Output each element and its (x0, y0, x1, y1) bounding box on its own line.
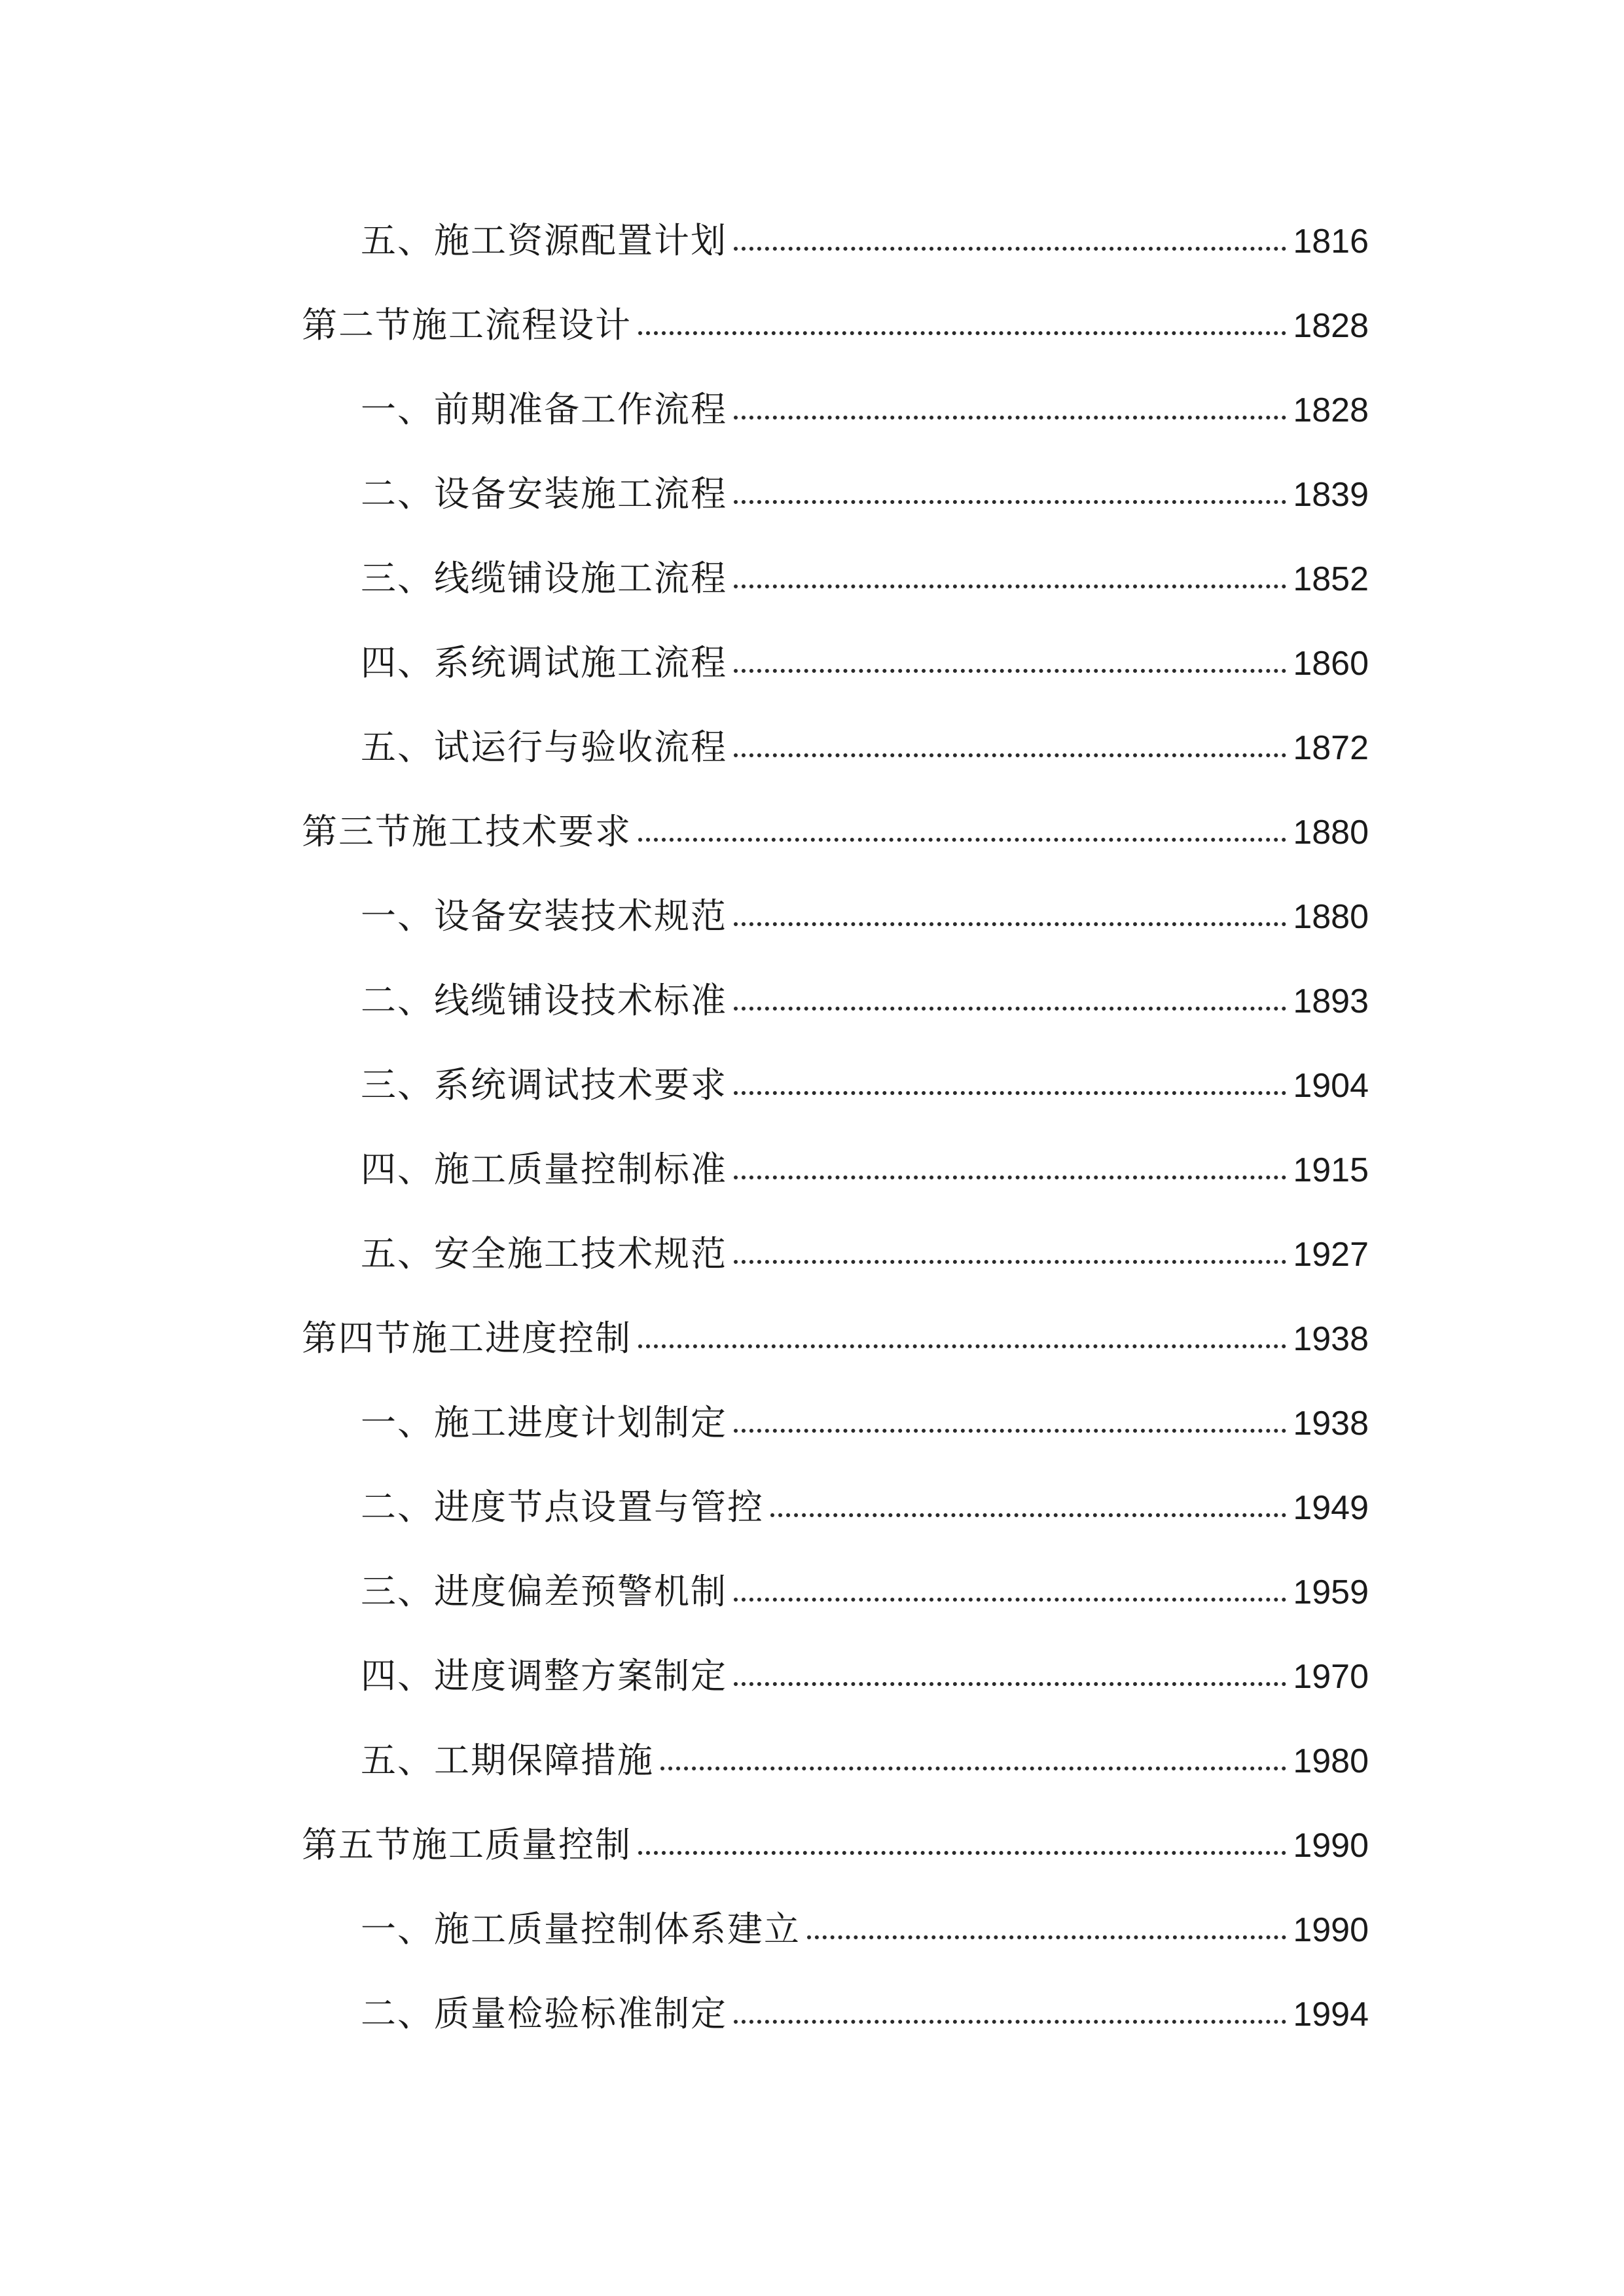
toc-dot-leader (734, 1007, 1286, 1011)
toc-entry-page: 1893 (1293, 982, 1369, 1020)
toc-entry-title: 第四节施工进度控制 (302, 1318, 632, 1359)
toc-entry-page: 1828 (1293, 391, 1369, 429)
toc-dot-leader (734, 247, 1286, 251)
toc-entry-page: 1872 (1293, 729, 1369, 767)
toc-entry-title: 三、进度偏差预警机制 (361, 1571, 727, 1612)
toc-dot-leader (734, 669, 1286, 673)
toc-entry-page: 1938 (1293, 1320, 1369, 1358)
toc-entry[interactable] (361, 1895, 1369, 1950)
toc-entry-page: 1938 (1293, 1405, 1369, 1443)
toc-entry[interactable] (302, 291, 1369, 346)
toc-entry-page: 1852 (1293, 560, 1369, 598)
toc-entry-page: 1959 (1293, 1573, 1369, 1611)
toc-entry-title: 二、质量检验标准制定 (361, 1993, 727, 2034)
toc-entry[interactable] (302, 797, 1369, 850)
toc-entry[interactable] (361, 1726, 1369, 1781)
toc-entry-title: 二、设备安装施工流程 (361, 473, 727, 514)
toc-entry-page: 1994 (1293, 1996, 1369, 2034)
toc-entry[interactable] (361, 1641, 1369, 1694)
toc-dot-leader (734, 2020, 1286, 2024)
toc-entry-page: 1990 (1293, 1827, 1369, 1865)
toc-dot-leader (734, 416, 1286, 420)
toc-dot-leader (734, 1598, 1286, 1602)
toc-entry-title: 五、安全施工技术规范 (361, 1233, 727, 1274)
toc-dot-leader (734, 753, 1286, 757)
toc-entry-title: 三、系统调试技术要求 (361, 1064, 727, 1105)
toc-entry-page: 1880 (1293, 814, 1369, 852)
toc-entry[interactable] (361, 544, 1369, 599)
toc-entry-page: 1828 (1293, 307, 1369, 345)
toc-dot-leader (638, 331, 1286, 335)
toc-entry[interactable] (361, 1473, 1369, 1528)
toc-dot-leader (734, 1091, 1286, 1095)
toc-entry[interactable] (361, 713, 1369, 768)
toc-dot-leader (734, 1260, 1286, 1264)
toc-entry-page: 1980 (1293, 1742, 1369, 1780)
toc-dot-leader (638, 1344, 1286, 1348)
toc-dot-leader (734, 1429, 1286, 1433)
toc-entry-page: 1880 (1293, 898, 1369, 936)
toc-entry-title: 二、线缆铺设技术标准 (361, 980, 727, 1021)
toc-entry-title: 四、系统调试施工流程 (361, 642, 727, 683)
toc-entry[interactable] (361, 1979, 1369, 2032)
toc-entry-page: 1990 (1293, 1911, 1369, 1949)
toc-entry-title: 一、施工质量控制体系建立 (361, 1909, 801, 1950)
toc-dot-leader (770, 1513, 1286, 1517)
toc-entry-title: 一、前期准备工作流程 (361, 389, 727, 430)
toc-entry[interactable] (361, 628, 1369, 681)
toc-entry[interactable] (361, 1135, 1369, 1190)
toc-entry-title: 五、试运行与验收流程 (361, 726, 727, 768)
toc-entry-title: 五、工期保障措施 (361, 1740, 654, 1781)
toc-entry-title: 第五节施工质量控制 (302, 1824, 632, 1865)
toc-dot-leader (734, 500, 1286, 504)
toc-entry[interactable] (361, 1219, 1369, 1272)
toc-dot-leader (734, 922, 1286, 926)
toc-dot-leader (638, 838, 1286, 842)
toc-entry[interactable] (361, 966, 1369, 1021)
toc-dot-leader (734, 1682, 1286, 1686)
toc-entry-title: 一、施工进度计划制定 (361, 1402, 727, 1443)
toc-entry-page: 1839 (1293, 476, 1369, 514)
toc-dot-leader (734, 1175, 1286, 1179)
toc-entry[interactable] (361, 882, 1369, 937)
toc-entry[interactable] (302, 1810, 1369, 1863)
toc-entry-title: 第二节施工流程设计 (302, 304, 632, 346)
toc-entry[interactable] (361, 459, 1369, 512)
toc-dot-leader (638, 1851, 1286, 1855)
toc-entry-title: 一、设备安装技术规范 (361, 895, 727, 937)
toc-entry-title: 第三节施工技术要求 (302, 811, 632, 852)
toc-entry-title: 二、进度节点设置与管控 (361, 1486, 764, 1528)
toc-entry-page: 1927 (1293, 1236, 1369, 1274)
toc-entry-title: 四、施工质量控制标准 (361, 1149, 727, 1190)
toc-dot-leader (660, 1767, 1286, 1770)
toc-entry[interactable] (361, 1388, 1369, 1441)
toc-entry-page: 1970 (1293, 1658, 1369, 1696)
toc-dot-leader (807, 1935, 1286, 1939)
toc-entry[interactable] (361, 1050, 1369, 1103)
toc-entry[interactable] (361, 206, 1369, 259)
toc-entry-page: 1816 (1293, 223, 1369, 260)
toc-entry-title: 五、施工资源配置计划 (361, 220, 727, 261)
toc-entry-title: 三、线缆铺设施工流程 (361, 558, 727, 599)
toc-entry-page: 1949 (1293, 1489, 1369, 1527)
toc-entry-page: 1860 (1293, 645, 1369, 683)
toc-entry[interactable] (361, 1557, 1369, 1612)
toc-entry[interactable] (361, 375, 1369, 430)
toc-entry-page: 1904 (1293, 1067, 1369, 1105)
toc-entry[interactable] (302, 1304, 1369, 1359)
toc-entry-title: 四、进度调整方案制定 (361, 1655, 727, 1696)
toc-entry-page: 1915 (1293, 1151, 1369, 1189)
toc-dot-leader (734, 584, 1286, 588)
